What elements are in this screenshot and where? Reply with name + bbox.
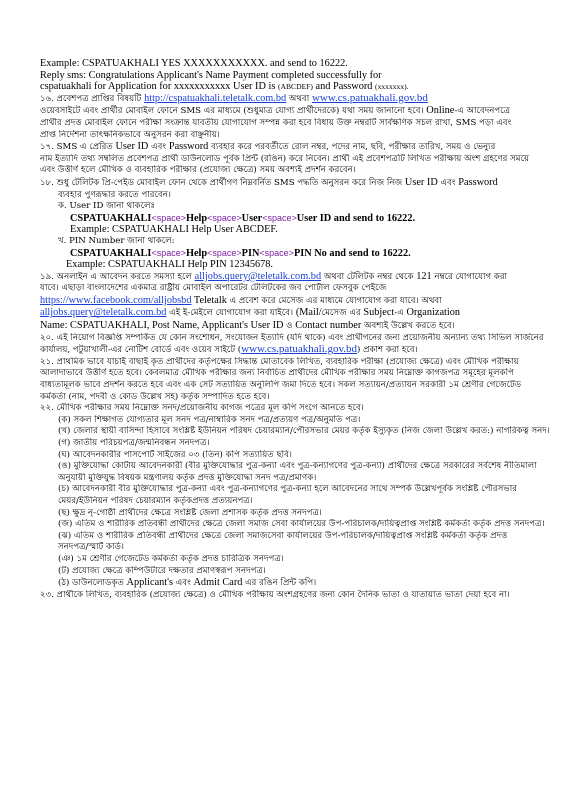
section-20-text: এই নিয়োগ বিজ্ঞপ্তি সম্পর্কিত যে কোন সংশোধন, সংযোজন ইত্যাদি (যদি থাকে) এবং প্রার্থীগনের জন্য প্রয়োজনীয় অন্যান্য তথ্য সিভিল সার্জনের bbox=[53, 332, 544, 343]
and-text: ও bbox=[283, 321, 296, 332]
userid-text: User ID bbox=[404, 176, 438, 188]
section-20-text-3: ) প্রকাশ করা হবে। bbox=[357, 345, 418, 356]
section-19-text-6: এই ই-মেইলে যোগাযোগ করা যাইবে। bbox=[166, 308, 296, 319]
section-16-line-3 bbox=[40, 118, 550, 130]
section-17-text-2: ব্যবহার করে পরবর্তীতে রোল নম্বর, পদের নাম, ছবি, পরীক্ষার তারিখ, সময় ও ভেন্যুর bbox=[208, 142, 496, 153]
cmd-help: Help bbox=[185, 212, 208, 224]
document-list-item: (ঙ) মুক্তিযোদ্ধা কোটায় আবেদনকারী (বীর মুক্তিযোদ্ধার পুত্র-কন্যা এবং পুত্র-কন্যাগণের পুত্র-কন্যা) প্রার্থীদের ক্ষেত্রে সরকারের সর্বশেষ নীতিমালা bbox=[58, 461, 537, 472]
and-text: এবং bbox=[173, 578, 194, 589]
cmd-user: User bbox=[241, 212, 263, 224]
section-19-text-9: অবশ্যই উল্লেখ করতে হবে। bbox=[361, 321, 455, 332]
section-20-text-2: কার্যালয়, পটুয়াখালী-এর নোটিশ বোর্ডে এবং ওয়েব সাইটে ( bbox=[40, 345, 242, 356]
cmd-keyword: CSPATUAKHALI bbox=[70, 212, 152, 224]
option-ka-label-text: ক. User ID জানা থাকলেঃ bbox=[58, 201, 156, 212]
option-ka-example bbox=[40, 224, 550, 236]
item-suffix: এর রঙিন প্রিন্ট কপি। bbox=[242, 578, 317, 589]
mail-text: (Mail/ bbox=[295, 307, 322, 319]
section-19-text-3: নম্বরে যোগাযোগ করা bbox=[431, 271, 508, 282]
section-16-text-5: প্রাপ্ত নির্দেশনা তাৎক্ষনিকভাবে অনুসরন করা বাঞ্ছনীয়। bbox=[40, 129, 220, 140]
online-text: Online bbox=[426, 105, 455, 117]
section-number: ২০. bbox=[40, 332, 54, 343]
section-23-text: প্রার্থীকে লিখিত, ব্যবহারিক (প্রযোজ্য ক্ষেত্রে) ও মৌখিক পরীক্ষায় অংশগ্রহণের জন্য কোন দৈনিক ভাতা ও যাতায়াত ভাতা দেয়া হবে না। bbox=[53, 589, 510, 600]
document-list-item: (ট) প্রযোজ্য ক্ষেত্রে কম্পিউটারে দক্ষতার প্রমাণস্বরূপ সনদপত্র। bbox=[58, 565, 266, 576]
section-21-line-4 bbox=[40, 392, 550, 404]
document-list-item: (ক) সকল শিক্ষাগত যোগ্যতার মূল সনদ পত্র/নাম্বারিক সনদ পত্র/প্রত্যয়ণ পত্র/অনুমতি পত্র। bbox=[58, 414, 361, 425]
cmd-send: and send to 16222. bbox=[331, 212, 416, 224]
section-18-line-2 bbox=[40, 190, 550, 202]
space-marker: <space> bbox=[259, 247, 294, 258]
document-list-item-admit-card bbox=[40, 577, 550, 590]
section-16-line-2 bbox=[40, 105, 550, 118]
section-16-line-1 bbox=[40, 93, 550, 106]
helpline-number: 121 bbox=[416, 270, 432, 282]
option-kha-example-text: Example: CSPATUAKHALI Help PIN 12345678. bbox=[66, 259, 273, 271]
section-17-text-3: নাম ইত্যাদি তথ্য সম্বলিত প্রবেশপত্র প্রার্থী ডাউনলোড পূর্বক প্রিন্ট (রঙিন) করে নিবেন। প্রার্থী এই প্রবেশপত্রটি লিখিত পরীক্ষায় অংশ গ্রহণের সময়ে bbox=[40, 153, 530, 164]
section-21-text-4: কর্মকর্তা (নাম, পদবী ও কোড উল্লেখ সহ) কর্তৃক সম্পাদিত হতে হবে। bbox=[40, 391, 270, 402]
cmd-help: Help bbox=[185, 247, 208, 259]
space-marker: <space> bbox=[207, 212, 242, 223]
section-17-text: SMS এ প্রেরিত bbox=[53, 142, 116, 153]
and-text: এবং bbox=[148, 142, 169, 153]
section-19-line-4 bbox=[40, 307, 550, 320]
option-kha-label-text: খ. PIN Number জানা থাকলে: bbox=[58, 235, 175, 246]
section-19-text-8: -এ bbox=[394, 308, 407, 319]
section-16-text-2: ওয়েবসাইটে এবং প্রার্থীর মোবাইল ফোনে SMS এর মাধ্যমে (শুধুমাত্র যোগ্য প্রার্থীদেরকে) যথা সময় জানানো হবে। bbox=[40, 106, 427, 117]
and-text: এবং bbox=[437, 177, 459, 188]
section-22-line-1 bbox=[40, 403, 550, 415]
cs-website-link[interactable]: www.cs.patuakhali.gov.bd bbox=[241, 344, 358, 356]
cmd-userid: User ID bbox=[296, 212, 332, 224]
section-21-text-3: বাধ্যতামূলক ভাবে প্রদর্শন করতে হবে এবং এক সেট সত্যায়িত অনুলিপি জমা দিতে হবে। সকল সত্যায়ন/প্রত্যায়ন সরকারী ১ম শ্রেণীর গেজেটেড bbox=[40, 380, 522, 391]
reply-password-placeholder: (xxxxxxx). bbox=[375, 82, 409, 92]
section-21-text: প্রাথমিক ভাবে যাচাই বাছাই কৃত প্রার্থীদের কর্তৃপক্ষের সিদ্ধান্ত মোতাবেক লিখিত, ব্যবহারিক পরীক্ষা (প্রযোজ্য ক্ষেত্রে) এবং মৌখিক পরীক্ষায় bbox=[53, 356, 519, 367]
section-18-text: শুধু টেলিটক প্রি-পেইড মোবাইল ফোন থেকে প্রার্থীগণ নিম্নবর্নিত SMS পদ্ধতি অনুসরন করে নিজ নিজ bbox=[53, 177, 405, 188]
section-17-line-3 bbox=[40, 165, 550, 177]
section-19-line-5 bbox=[40, 320, 550, 333]
reply-sms-text-1: Reply sms: Congratulations Applicant's Name Payment completed successfully for bbox=[40, 69, 382, 81]
space-marker: <space> bbox=[262, 212, 297, 223]
teletalk-website-link[interactable]: http://cspatuakhali.teletalk.com.bd bbox=[144, 92, 287, 104]
facebook-link[interactable]: https://www.facebook.com/alljobsbd bbox=[40, 294, 192, 306]
section-number: ১৭. bbox=[40, 142, 54, 153]
section-19-text-4: যাবে। এছাড়া বাংলাদেশের একমাত্র রাষ্ট্রীয় মোবাইল অপারেটর টেলিটকের জব পোর্টাল ফেসবুক পেইজে bbox=[40, 283, 387, 294]
document-list-item: মেয়র/ইউনিয়ন পরিষদ চেয়ারম্যান কর্তৃকপ্রদত্ত প্রত্যয়নপত্র। bbox=[58, 495, 253, 506]
applicants-text: Applicant's bbox=[126, 577, 174, 589]
document-list-item: (চ) আবেদনকারী বীর মুক্তিযোদ্ধার পুত্র-কন্যা এবং পুত্র-কন্যাগণের পুত্র-কন্যা হলে আবেদনের সাথে সম্পর্ক উল্লেখপূর্বক সংশ্লিষ্ট পৌরসভার bbox=[58, 484, 517, 495]
admit-card-text: Admit Card bbox=[193, 577, 243, 589]
section-17-line-1 bbox=[40, 141, 550, 154]
section-number: ১৮. bbox=[40, 177, 54, 188]
organization-text: Organization bbox=[406, 307, 461, 319]
option-ka-example-text: Example: CSPATUAKHALI Help User ABCDEF. bbox=[70, 224, 278, 236]
document-list-item: সনদপত্র/স্মার্ট কার্ড। bbox=[58, 542, 124, 553]
section-16-line-4 bbox=[40, 130, 550, 142]
section-18-line-1 bbox=[40, 177, 550, 190]
section-number: ১৯. bbox=[40, 271, 54, 282]
section-17-text-4: এবং উত্তীর্ণ হলে মৌখিক ও ব্যবহারিক পরীক্ষার (প্রযোজ্য ক্ষেত্রে) সময় অবশ্যই প্রদর্শন করবেন। bbox=[40, 165, 356, 176]
space-marker: <space> bbox=[151, 212, 186, 223]
section-21-line-1 bbox=[40, 357, 550, 369]
document-page bbox=[40, 58, 550, 601]
section-number: ১৬. bbox=[40, 93, 54, 104]
document-list-item: (ঝ) এতিম ও শারীরিক প্রতিবন্ধী প্রার্থীদের ক্ষেত্রে জেলা সমাজসেবা কার্যালয়ের উপ-পরিচালক/দায়িত্বপ্রাপ্ত সংশ্লিষ্ট কর্মকর্তা কর্তৃক প্রদত্ত bbox=[58, 530, 508, 541]
cmd-pin: PIN bbox=[241, 247, 260, 259]
sms-example-line bbox=[40, 58, 550, 70]
option-kha-command bbox=[40, 248, 550, 260]
section-19-text-7: মেসেজ এর bbox=[321, 308, 364, 319]
reply-userid-placeholder: (ABCDEF) bbox=[277, 82, 313, 92]
reply-sms-text-2: cspatuakhali for Application for xxxxxxxxxxx User ID is bbox=[40, 81, 278, 93]
contact-number-text: Contact number bbox=[295, 320, 362, 332]
option-ka-label bbox=[40, 201, 550, 213]
document-list-item: অনুযায়ী মুক্তিযুদ্ধ বিষয়ক মন্ত্রণালয় কর্তৃক প্রদত্ত মুক্তিযোদ্ধা সনদ পত্র/প্রমাণক। bbox=[58, 472, 317, 483]
space-marker: <space> bbox=[151, 247, 186, 258]
reply-and-password: and Password bbox=[312, 81, 376, 93]
section-16-text-3: -এ আবেদনপত্রে bbox=[454, 106, 511, 117]
section-20-line-1 bbox=[40, 333, 550, 345]
section-20-line-2 bbox=[40, 344, 550, 357]
subject-text: Subject bbox=[363, 307, 395, 319]
cmd-pin-no: PIN No bbox=[293, 247, 327, 259]
document-list-item: (খ) জেলার স্থায়ী বাসিন্দা হিসাবে সংশ্লিষ্ট ইউনিয়ন পরিষদ চেয়ারম্যান/পৌরসভার মেয়র কর্তৃক ইস্যুকৃত (নিজ জেলা উল্লেখ করত:) নাগরিকত্ব সনদ। bbox=[58, 426, 550, 437]
section-number: ২১. bbox=[40, 356, 54, 367]
section-19-text-5: এ প্রবেশ করে মেসেজ এর মাধ্যমে যোগাযোগ করা যাবে। অথবা bbox=[226, 295, 442, 306]
item-prefix: (ঠ) ডাউনলোডকৃত bbox=[58, 578, 127, 589]
support-email-link-2[interactable]: alljobs.query@teletalk.com.bd bbox=[40, 307, 167, 319]
section-19-text: অনলাইন এ আবেদন করতে সমস্যা হলে bbox=[53, 271, 195, 282]
cmd-send: and send to 16222. bbox=[326, 247, 411, 259]
section-19-line-1 bbox=[40, 271, 550, 284]
support-email-link[interactable]: alljobs.query@teletalk.com.bd bbox=[194, 270, 322, 282]
section-23-line-1 bbox=[40, 590, 550, 602]
option-kha-example bbox=[40, 259, 550, 271]
option-ka-command bbox=[40, 213, 550, 225]
cs-website-link[interactable]: www.cs.patuakhali.gov.bd bbox=[311, 92, 428, 104]
cmd-keyword: CSPATUAKHALI bbox=[70, 247, 152, 259]
reply-sms-line-2 bbox=[40, 81, 550, 93]
section-number: ২২. bbox=[40, 403, 54, 414]
section-16-text-4: প্রার্থীর প্রদত্ত মোবাইল ফোনে পরীক্ষা সংক্রান্ত যাবতীয় যোগাযোগ সম্পন্ন করা হবে বিধায় উক্ত নম্বরটি সার্বক্ষণিক সচল রাখা, SMS পড়া এবং bbox=[40, 117, 512, 128]
document-list-item: (ঘ) আবেদনকারীর পাসপোর্ট সাইজের ০৩ (তিন) কপি সত্যায়িত ছবি। bbox=[58, 449, 292, 460]
password-text: Password bbox=[168, 141, 209, 153]
sms-example-text: Example: CSPATUAKHALI YES XXXXXXXXXXX. and send to 16222. bbox=[40, 58, 348, 69]
section-22-text: মৌখিক পরীক্ষার সময় নিম্নোক্ত সনদ/প্রয়োজনীয় কাগজ পত্রের মূল কপি সংগে আনতে হবে। bbox=[53, 403, 364, 414]
section-number: ২৩. bbox=[40, 589, 54, 600]
section-19-text-2: অথবা টেলিটক নম্বর থেকে bbox=[321, 271, 417, 282]
teletalk-text: Teletalk bbox=[191, 294, 227, 306]
reply-sms-line-1 bbox=[40, 70, 550, 82]
section-21-text-2: আলাদাভাবে উত্তীর্ণ হতে হবে। কেবলমাত্র মৌখিক পরীক্ষার জন্য নির্বাচিত প্রার্থীদের মৌখিক পরীক্ষার সময় নিম্নোক্ত কাগজপত্র সমূহের মূলকপি bbox=[40, 368, 514, 379]
option-kha-label bbox=[40, 236, 550, 248]
section-17-line-2 bbox=[40, 154, 550, 166]
org-name-text: Name: CSPATUAKHALI, Post Name, Applicant's User ID bbox=[40, 320, 284, 332]
document-list-item: (ছ) ক্ষুদ্র নৃ-গোষ্ঠী প্রার্থীদের ক্ষেত্রে সংশ্লিষ্ট জেলা প্রশাসক কর্তৃক প্রদত্ত সনদপত্র। bbox=[58, 507, 322, 518]
space-marker: <space> bbox=[207, 247, 242, 258]
document-list-item: (ঞ) ১ম শ্রেণীর গেজেটেড কর্মকর্তা কর্তৃক প্রদত্ত চারিত্রিক সনদপত্র। bbox=[58, 553, 284, 564]
or-text: অথবা bbox=[286, 93, 312, 104]
section-16-text: প্রবেশপত্র প্রাপ্তির বিষয়টি bbox=[53, 93, 145, 104]
section-19-line-2 bbox=[40, 283, 550, 295]
section-21-line-3 bbox=[40, 380, 550, 392]
document-list-item: (গ) জাতীয় পরিচয়পত্র/জন্মনিবন্ধন সনদপত্র। bbox=[58, 438, 210, 448]
document-list-item: (জ) এতিম ও শারীরিক প্রতিবন্ধী প্রার্থীদের ক্ষেত্রে জেলা সমাজ সেবা কার্যালয়ের উপ-পরিচালক/দায়িত্বপ্রাপ্ত সংশ্লিষ্ট কর্মকর্তা কর্তৃক প্রদত্ত সনদপত্র। bbox=[58, 519, 545, 530]
section-21-line-2 bbox=[40, 368, 550, 380]
userid-text: User ID bbox=[115, 141, 149, 153]
password-text: Password bbox=[458, 176, 498, 188]
section-18-text-2: ব্যবহার পুণরূদ্ধার করতে পারবেন। bbox=[58, 189, 171, 200]
section-19-line-3 bbox=[40, 295, 550, 308]
